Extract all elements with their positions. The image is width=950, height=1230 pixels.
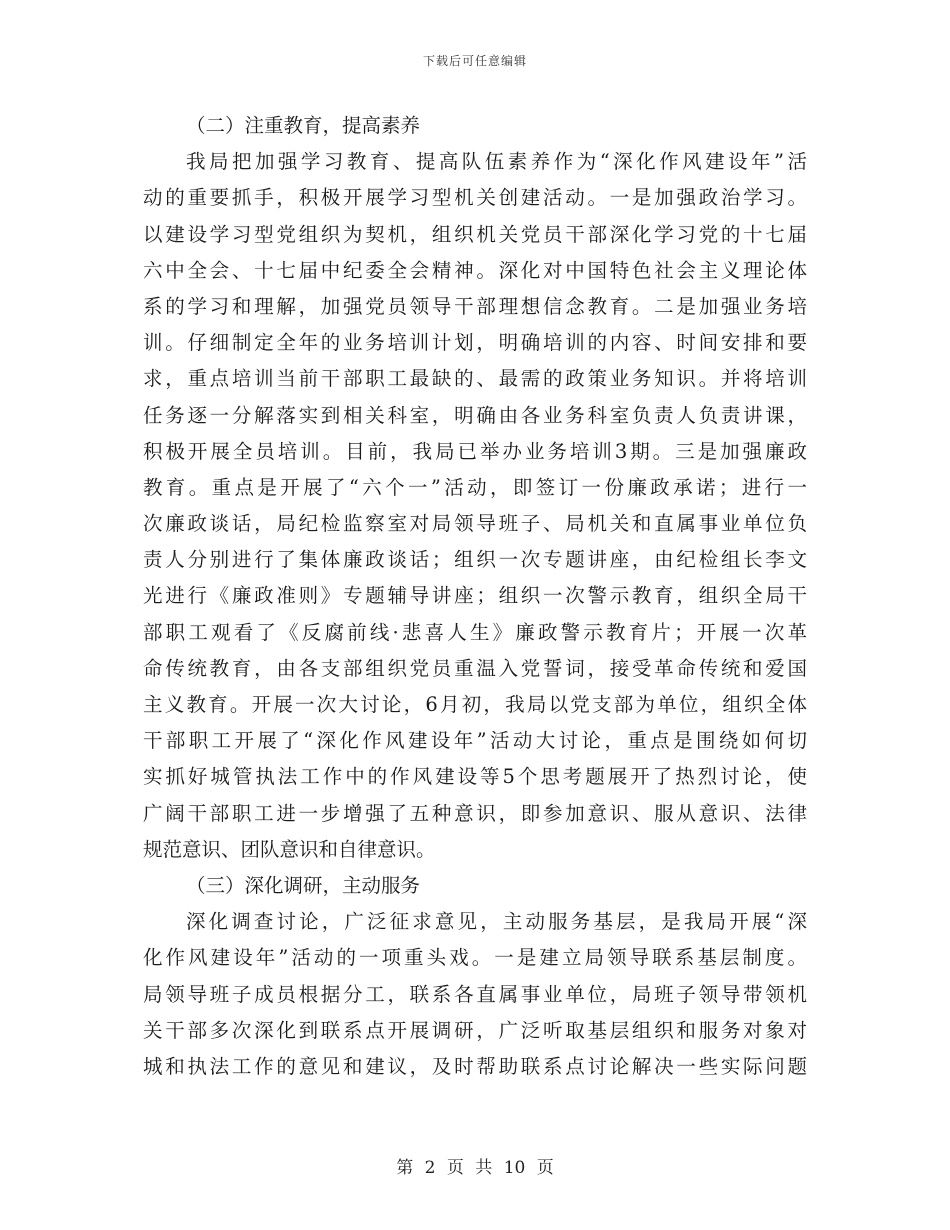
section-heading: （二）注重教育，提高素养 [186,114,421,137]
paragraph-line: 关干部多次深化到联系点开展调研，广泛听取基层组织和服务对象对 [143,1018,807,1042]
paragraph-line: 任务逐一分解落实到相关科室，明确由各业务科室负责人负责讲课， [143,403,807,427]
paragraph-line: 化作风建设年”活动的一项重头戏。一是建立局领导联系基层制度。 [143,946,807,970]
page-header: 下载后可任意编辑 [422,54,527,68]
paragraph-line: 积极开展全员培训。目前，我局已举办业务培训3期。三是加强廉政 [143,439,807,463]
paragraph-line: 城和执法工作的意见和建议，及时帮助联系点讨论解决一些实际问题 [143,1054,807,1078]
paragraph-line: 干部职工开展了“深化作风建设年”活动大讨论，重点是围绕如何切 [143,729,807,753]
page-number-footer: 第 2 页 共 10 页 [396,1158,554,1178]
paragraph-line: 深化调查讨论，广泛征求意见，主动服务基层，是我局开展“深 [186,910,807,934]
paragraph-line: 命传统教育，由各支部组织党员重温入党誓词，接受革命传统和爱国 [143,656,807,680]
paragraph-line: 次廉政谈话，局纪检监察室对局领导班子、局机关和直属事业单位负 [143,512,807,536]
section-heading: （三）深化调研，主动服务 [186,873,421,897]
document-body [143,108,807,1085]
paragraph-line: 实抓好城管执法工作中的作风建设等5个思考题展开了热烈讨论，使 [143,765,807,789]
paragraph-line: 系的学习和理解，加强党员领导干部理想信念教育。二是加强业务培 [143,294,807,318]
paragraph-line: 动的重要抓手，积极开展学习型机关创建活动。一是加强政治学习。 [143,186,807,210]
paragraph-line: 局领导班子成员根据分工，联系各直属事业单位，局班子领导带领机 [143,982,807,1006]
paragraph-line: 广阔干部职工进一步增强了五种意识，即参加意识、服从意识、法律 [143,801,807,825]
paragraph-line: 责人分别进行了集体廉政谈话；组织一次专题讲座，由纪检组长李文 [143,548,807,572]
paragraph-line: 光进行《廉政准则》专题辅导讲座；组织一次警示教育，组织全局干 [143,584,807,608]
paragraph-line: 六中全会、十七届中纪委全会精神。深化对中国特色社会主义理论体 [143,258,807,282]
paragraph-line: 规范意识、团队意识和自律意识。 [143,837,436,861]
paragraph-line: 求，重点培训当前干部职工最缺的、最需的政策业务知识。并将培训 [143,367,807,391]
paragraph-line: 以建设学习型党组织为契机，组织机关党员干部深化学习党的十七届 [143,222,807,246]
paragraph-line: 训。仔细制定全年的业务培训计划，明确培训的内容、时间安排和要 [143,331,807,355]
paragraph-line: 部职工观看了《反腐前线·悲喜人生》廉政警示教育片；开展一次革 [143,620,807,644]
paragraph-line: 我局把加强学习教育、提高队伍素养作为“深化作风建设年”活 [186,150,807,174]
paragraph-line: 主义教育。开展一次大讨论，6月初，我局以党支部为单位，组织全体 [143,693,807,716]
paragraph-line: 教育。重点是开展了“六个一”活动，即签订一份廉政承诺；进行一 [143,475,807,499]
